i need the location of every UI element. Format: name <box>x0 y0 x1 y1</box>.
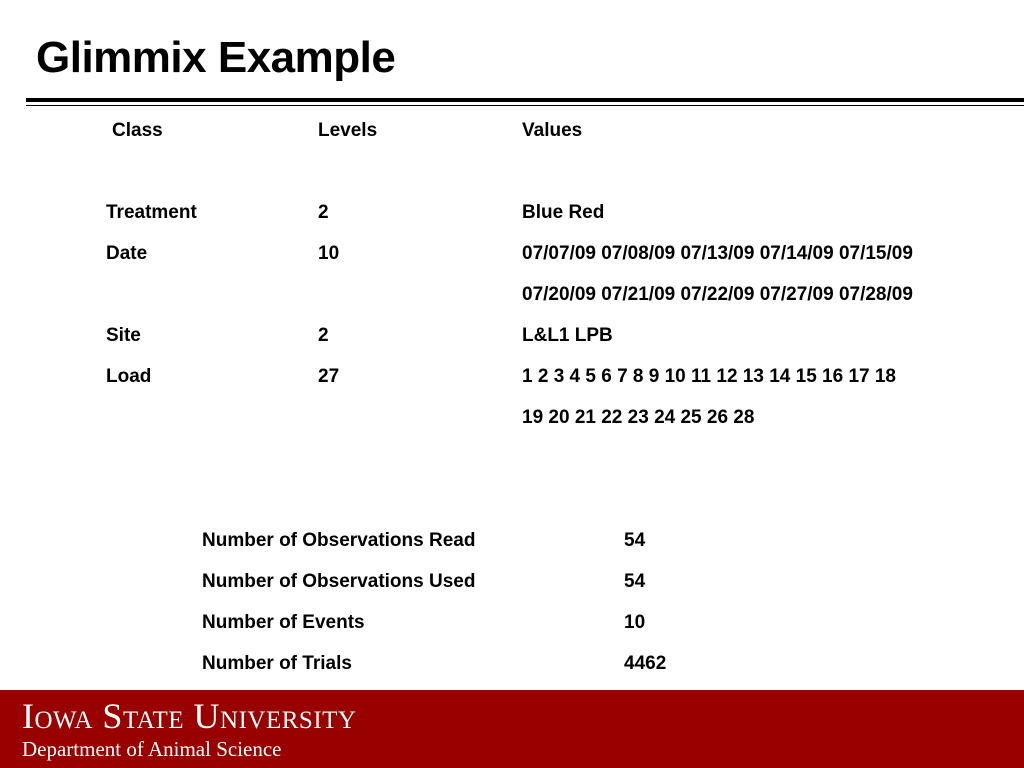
department-name: Department of Animal Science <box>22 737 282 761</box>
values-load-line2: 19 20 21 22 23 24 25 26 28 <box>522 407 755 428</box>
header-values: Values <box>522 120 583 141</box>
events-label: Number of Events <box>202 612 365 633</box>
values-date-line1: 07/07/09 07/08/09 07/13/09 07/14/09 07/15/09 <box>522 243 913 264</box>
class-site: Site <box>106 325 141 346</box>
values-load-line1: 1 2 3 4 5 6 7 8 9 10 11 12 13 14 15 16 17 18 <box>522 366 896 387</box>
slide-title: Glimmix Example <box>36 33 396 82</box>
class-treatment: Treatment <box>106 202 197 223</box>
values-treatment: Blue Red <box>522 202 605 223</box>
levels-date: 10 <box>318 243 340 264</box>
obs-read-value: 54 <box>624 530 646 551</box>
values-site: L&L1 LPB <box>522 325 613 346</box>
obs-used-label: Number of Observations Used <box>202 571 476 592</box>
events-value: 10 <box>624 612 646 633</box>
obs-read-label: Number of Observations Read <box>202 530 476 551</box>
class-date: Date <box>106 243 148 264</box>
footer-banner <box>0 690 1024 768</box>
trials-label: Number of Trials <box>202 653 352 674</box>
levels-treatment: 2 <box>318 202 329 223</box>
trials-value: 4462 <box>624 653 667 674</box>
levels-load: 27 <box>318 366 340 387</box>
university-name: Iowa State University <box>22 696 357 736</box>
header-class: Class <box>112 120 163 141</box>
obs-used-value: 54 <box>624 571 646 592</box>
title-rule-thin <box>26 105 1024 106</box>
levels-site: 2 <box>318 325 329 346</box>
header-levels: Levels <box>318 120 378 141</box>
title-rule-thick <box>26 98 1024 102</box>
values-date-line2: 07/20/09 07/21/09 07/22/09 07/27/09 07/28/09 <box>522 284 913 305</box>
class-load: Load <box>106 366 152 387</box>
